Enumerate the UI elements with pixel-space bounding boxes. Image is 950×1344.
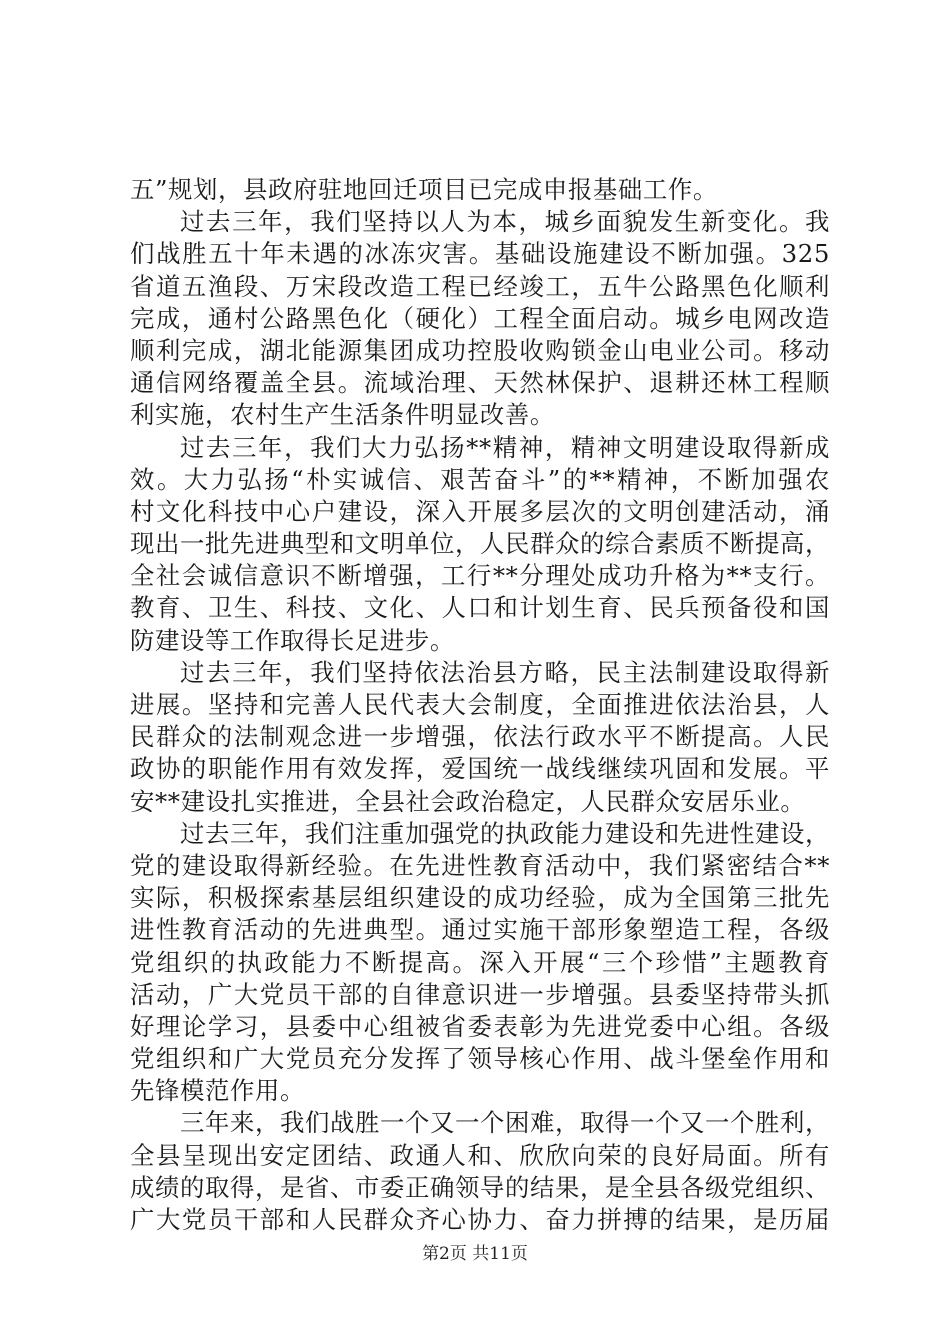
paragraph-line: 教育、卫生、科技、文化、人口和计划生育、民兵预备役和国 (130, 593, 830, 623)
paragraph-line: 进性教育活动的先进典型。通过实施干部形象塑造工程，各级 (130, 915, 830, 945)
paragraph-line: 们战胜五十年未遇的冰冻灾害。基础设施建设不断加强。325 (130, 239, 830, 269)
document-body (130, 174, 830, 1236)
paragraph (130, 432, 830, 657)
paragraph-line: 省道五渔段、万宋段改造工程已经竣工，五牛公路黑色化顺利 (130, 271, 830, 301)
paragraph-line: 全社会诚信意识不断增强，工行**分理处成功升格为**支行。 (130, 561, 830, 591)
paragraph-line: 村文化科技中心户建设，深入开展多层次的文明创建活动，涌 (130, 496, 830, 526)
paragraph-line: 通信网络覆盖全县。流域治理、天然林保护、退耕还林工程顺 (130, 368, 830, 398)
paragraph-line: 利实施，农村生产生活条件明显改善。 (130, 400, 555, 430)
paragraph-line: 过去三年，我们坚持以人为本，城乡面貌发生新变化。我 (180, 207, 830, 237)
paragraph-line: 全县呈现出安定团结、政通人和、欣欣向荣的良好局面。所有 (130, 1140, 830, 1170)
page-number-footer: 第2页 共11页 (422, 1244, 528, 1264)
paragraph-line: 五”规划，县政府驻地回迁项目已完成申报基础工作。 (130, 175, 718, 204)
paragraph-line: 好理论学习，县委中心组被省委表彰为先进党委中心组。各级 (130, 1011, 830, 1041)
paragraph-line: 过去三年，我们坚持依法治县方略，民主法制建设取得新 (180, 657, 830, 687)
paragraph (130, 174, 830, 206)
paragraph (130, 818, 830, 1108)
paragraph-line: 党组织的执政能力不断提高。深入开展“三个珍惜”主题教育 (130, 947, 830, 977)
paragraph-line: 政协的职能作用有效发挥，爱国统一战线继续巩固和发展。平 (130, 754, 830, 784)
paragraph (130, 1107, 830, 1236)
paragraph-line: 效。大力弘扬“朴实诚信、艰苦奋斗”的**精神，不断加强农 (130, 464, 830, 494)
paragraph-line: 成绩的取得，是省、市委正确领导的结果，是全县各级党组织、 (130, 1172, 830, 1202)
paragraph-line: 党组织和广大党员充分发挥了领导核心作用、战斗堡垒作用和 (130, 1044, 830, 1074)
paragraph-line: 防建设等工作取得长足进步。 (130, 625, 455, 655)
paragraph-line: 党的建设取得新经验。在先进性教育活动中，我们紧密结合** (130, 850, 830, 880)
paragraph-line: 先锋模范作用。 (130, 1076, 305, 1106)
paragraph-line: 完成，通村公路黑色化（硬化）工程全面启动。城乡电网改造 (130, 303, 830, 333)
paragraph-line: 过去三年，我们注重加强党的执政能力建设和先进性建设， (180, 818, 830, 848)
paragraph-line: 过去三年，我们大力弘扬**精神，精神文明建设取得新成 (180, 432, 830, 462)
paragraph-line: 民群众的法制观念进一步增强，依法行政水平不断提高。人民 (130, 722, 830, 752)
paragraph-line: 活动，广大党员干部的自律意识进一步增强。县委坚持带头抓 (130, 979, 830, 1009)
paragraph (130, 206, 830, 431)
paragraph-line: 三年来，我们战胜一个又一个困难，取得一个又一个胜利， (180, 1108, 830, 1138)
paragraph-line: 进展。坚持和完善人民代表大会制度，全面推进依法治县，人 (130, 690, 830, 719)
paragraph-line: 安**建设扎实推进，全县社会政治稳定，人民群众安居乐业。 (130, 786, 806, 816)
paragraph-line: 实际，积极探索基层组织建设的成功经验，成为全国第三批先 (130, 883, 830, 913)
paragraph-line: 广大党员干部和人民群众齐心协力、奋力拼搏的结果，是历届 (130, 1205, 830, 1234)
paragraph (130, 657, 830, 818)
paragraph-line: 现出一批先进典型和文明单位，人民群众的综合素质不断提高， (130, 529, 830, 559)
paragraph-line: 顺利完成，湖北能源集团成功控股收购锁金山电业公司。移动 (130, 335, 830, 365)
